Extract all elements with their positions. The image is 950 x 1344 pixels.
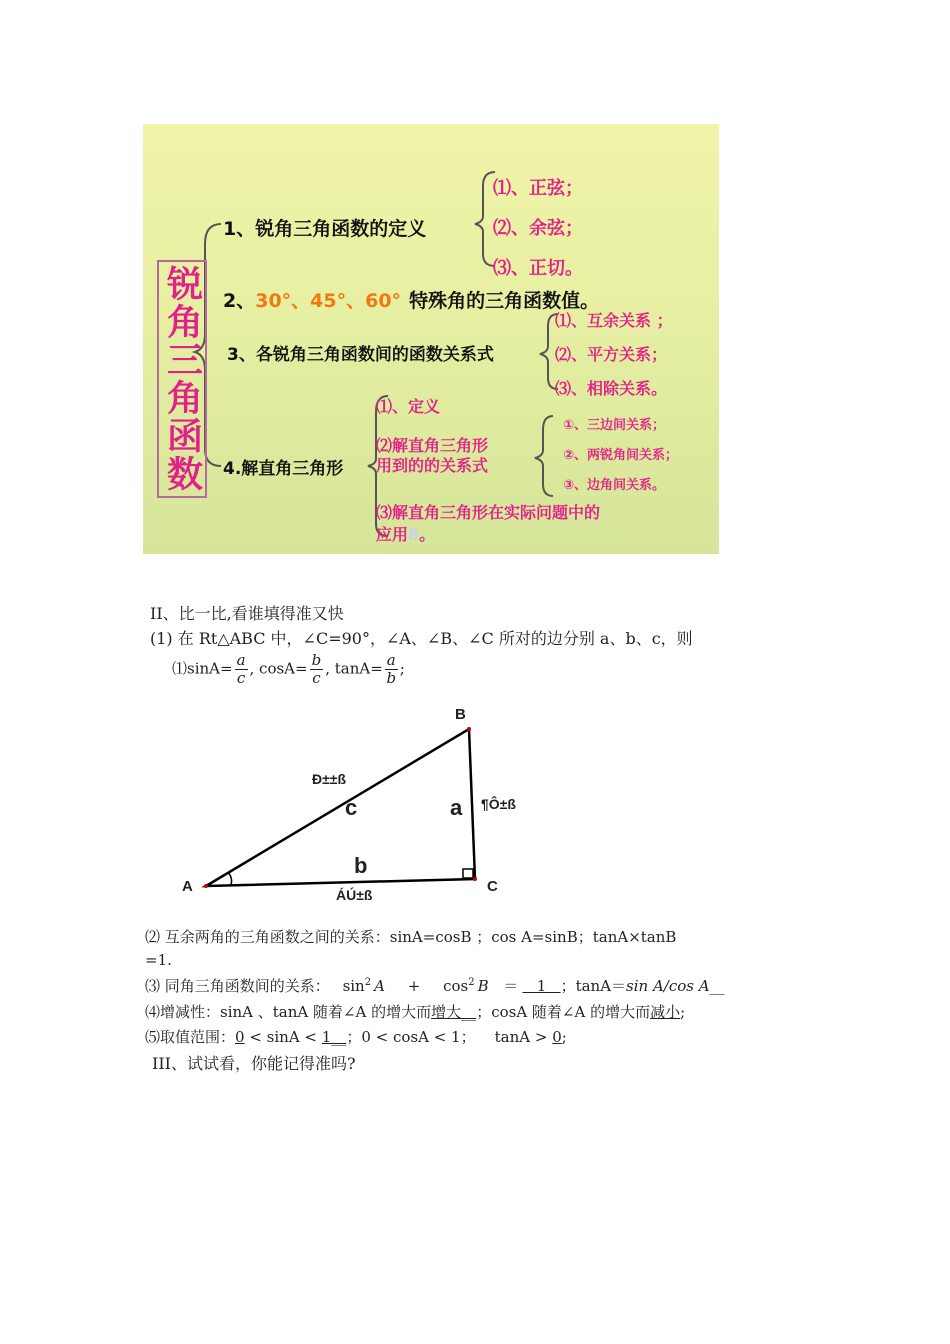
side-b-label: b: [354, 853, 368, 878]
triangle-shape: [206, 729, 475, 886]
hypotenuse-label: Ð±±ß: [312, 771, 347, 787]
monotonicity-line: ⑷增减性：sinA 、tanA 随着∠A 的增大而增大__；cosA 随着∠A 的增大而减小;: [145, 1003, 686, 1021]
item3-sub-complement: ⑴、互余关系 ；: [555, 311, 673, 330]
vertex-a-dot: [204, 884, 208, 888]
vertex-a-label: A: [182, 878, 193, 895]
item1-sub-sine: ⑴、正弦；: [493, 178, 583, 199]
section2-heading: II、比一比,看谁填得准又快: [150, 604, 344, 623]
vertex-c-label: C: [487, 878, 498, 895]
same-angle-relation: ⑶ 同角三角函数间的关系： $\sin^2 A + \cos^2 B = 1$ ；tanA＝sin A/cos A__: [145, 977, 725, 995]
sub2-two-angles: ②、两锐角间关系；: [563, 448, 679, 463]
adjacent-side-label: ÁÚ±ß: [336, 887, 373, 903]
answer-decrease: 减小: [650, 1003, 681, 1021]
section2-question1: (1) 在 Rt△ABC 中，∠C=90°，∠A、∠B、∠C 所对的边分别 a、b、c，则: [150, 629, 693, 648]
complementary-relation: ⑵ 互余两角的三角函数之间的关系：sinA=cosB ；cos A=sinB；tanA×tanB: [145, 928, 677, 946]
side-c-label: c: [345, 795, 358, 820]
item3-label: 3、各锐角三角函数间的函数关系式: [227, 345, 494, 365]
vertical-title: 锐角三角函数: [157, 260, 207, 498]
side-a-label: a: [450, 795, 463, 820]
item4-sub-application: ⑶解直角三角形在实际问题中的 应用8。: [376, 503, 601, 544]
vertex-b-dot: [467, 727, 471, 731]
item2-label: 2、30°、45°、60° 特殊角的三角函数值。: [223, 290, 600, 312]
item3-sub-square: ⑵、平方关系；: [555, 345, 668, 364]
item1-label: 1、锐角三角函数的定义: [223, 218, 427, 240]
vertex-b-label: B: [455, 706, 466, 723]
complementary-relation-end: =1.: [145, 951, 172, 969]
item4-label: 4.解直角三角形: [223, 459, 344, 479]
sin-fraction: $\frac{a}{c}$: [236, 651, 246, 687]
vertex-c-dot: [473, 877, 477, 881]
tan-fraction: $\frac{a}{b}$: [386, 651, 397, 687]
answer-increase: 增大__: [431, 1003, 477, 1021]
item3-sub-quotient: ⑶、相除关系。: [555, 379, 668, 398]
cos-fraction: $\frac{b}{c}$: [311, 651, 322, 687]
sub2-three-sides: ①、三边间关系；: [563, 418, 666, 433]
item2-angles: 30°、45°、60°: [255, 290, 402, 312]
item1-sub-tangent: ⑶、正切。: [493, 258, 583, 279]
sub2-side-angle: ③、边角间关系。: [563, 478, 666, 493]
answer-one: 1__: [321, 1028, 347, 1046]
item1-sub-cosine: ⑵、余弦；: [493, 218, 583, 239]
angle-a-arc: [228, 872, 232, 885]
section3-heading: III、试试看，你能记得准吗?: [152, 1054, 356, 1073]
right-angle-mark: [463, 869, 473, 878]
item4-sub-definition: ⑴、定义: [376, 397, 441, 416]
item4-sub-relations: ⑵解直角三角形 用到的的关系式: [376, 436, 489, 475]
opposite-side-label: ¶Ô±ß: [481, 796, 516, 812]
trig-definitions: ⑴sinA= $\frac{a}{c}$ , cosA= $\frac{b}{c}$ , tanA= $\frac{a}{b}$ ;: [172, 651, 405, 687]
value-range-line: ⑸取值范围：0 < sinA < 1__；0 < cosA < 1； tanA > 0;: [145, 1028, 567, 1046]
